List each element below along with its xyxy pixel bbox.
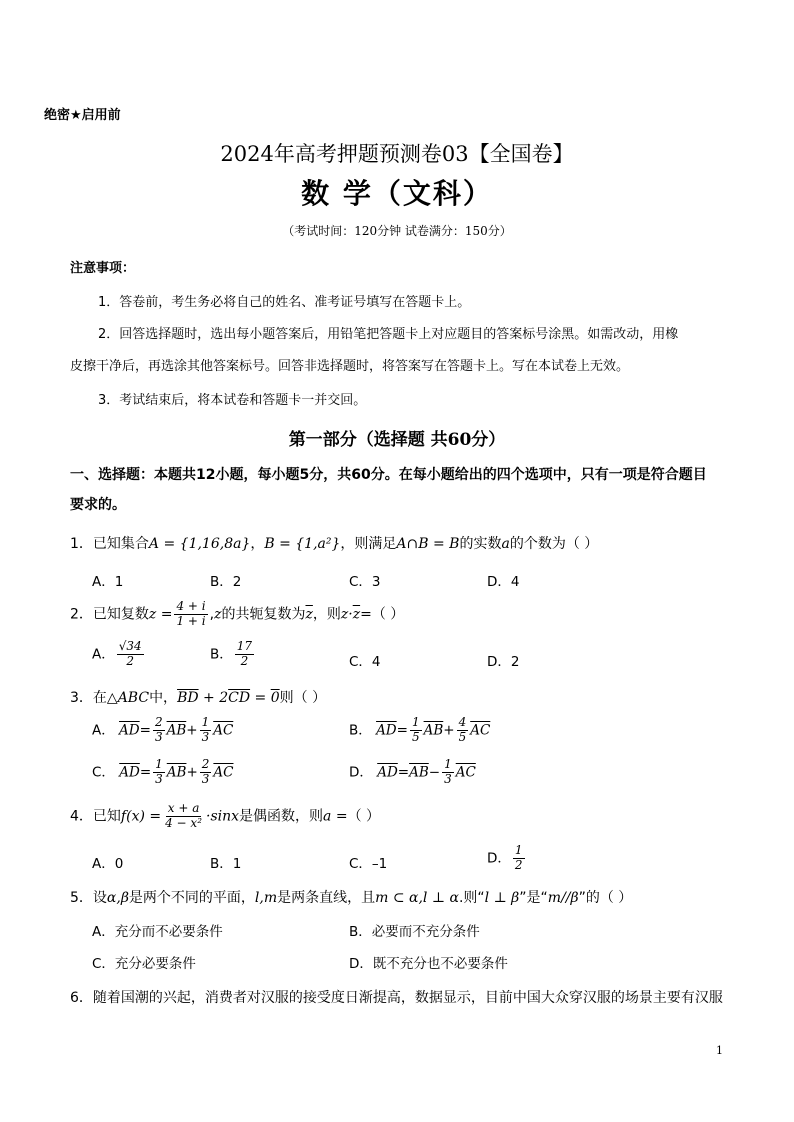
q2-option-d[interactable]: D．2: [487, 654, 520, 670]
q4-option-c[interactable]: C．–1: [349, 856, 388, 872]
q2-option-b[interactable]: B． $\frac{17}{2}$: [210, 639, 253, 668]
notice-item-1: 1．答卷前，考生务必将自己的姓名、准考证号填写在答题卡上。: [98, 295, 471, 310]
section-heading-cont: 要求的。: [70, 497, 126, 513]
q3-option-d[interactable]: D． $\overline{AD}=\overline{AB}-$ $\frac{1}{3}$ $\overline{AC}$: [349, 757, 476, 786]
set-b: B = {1,a²}: [264, 536, 341, 552]
q1-option-c[interactable]: C．3: [349, 574, 381, 590]
exam-info: （考试时间：120分钟 试卷满分：150分）: [282, 224, 512, 238]
q5-option-d[interactable]: D．既不充分也不必要条件: [349, 956, 508, 972]
question-number: 3．: [70, 690, 93, 706]
notice-title: 注意事项：: [70, 261, 136, 276]
condition: A∩B = B: [396, 536, 460, 552]
question-2: 2．已知复数z = $\frac{4 + i}{1 + i}$ ,z的共轭复数为$\overline{z}$，则$z\cdot\overline{z}=$（ ）: [70, 599, 405, 628]
q3-option-b[interactable]: B． $\overline{AD}=$ $\frac{1}{5}$ $\overline{AB}+$ $\frac{4}{5}$ $\overline{AC}$: [349, 715, 491, 744]
notice-item-3: 3．考试结束后，将本试卷和答题卡一并交回。: [98, 393, 367, 408]
question-4: 4．已知f(x) = $\frac{x + a}{\text{4 − x²}}$ ·sinx是偶函数，则a =（ ）: [70, 801, 381, 830]
question-1: 1．已知集合A = {1,16,8a}，B = {1,a²}，则满足A∩B = B的实数a的个数为（ ）: [70, 536, 599, 552]
q5-option-a[interactable]: A．充分而不必要条件: [92, 924, 223, 940]
question-number: 2．: [70, 606, 93, 623]
question-3: 3．在△ABC中，$\overline{BD} + 2\overline{CD} = 0$则（ ）: [70, 690, 327, 706]
subject-title: 数 学（文科）: [301, 177, 493, 210]
q1-option-a[interactable]: A．1: [92, 574, 124, 590]
q5-option-c[interactable]: C．充分必要条件: [92, 956, 196, 972]
fraction: $\frac{4 + i}{1 + i}$: [176, 599, 206, 628]
q5-option-b[interactable]: B．必要而不充分条件: [349, 924, 480, 940]
q2-option-a[interactable]: A． $\frac{√34}{2}$: [92, 639, 142, 668]
question-5: 5．设α,β是两个不同的平面，l,m是两条直线，且m ⊂ α,l ⊥ α.则“l ⊥ β”是“m//β”的（ ）: [70, 890, 633, 906]
conjugate: $\overline{z}$: [305, 606, 313, 623]
part-title: 第一部分（选择题 共60分）: [288, 430, 506, 450]
notice-item-2: 2．回答选择题时，选出每小题答案后，用铅笔把答题卡上对应题目的答案标号涂黑。如需改动，用橡: [98, 327, 679, 342]
question-number: 1．: [70, 536, 93, 552]
q4-option-d[interactable]: D． $\frac{1}{2}$: [487, 843, 523, 872]
q3-option-c[interactable]: C． $\overline{AD}=$ $\frac{1}{3}$ $\overline{AB}+$ $\frac{2}{3}$ $\overline{AC}$: [92, 757, 234, 786]
page-number: 1: [716, 1044, 723, 1057]
q4-option-b[interactable]: B．1: [210, 856, 242, 872]
q1-option-b[interactable]: B．2: [210, 574, 242, 590]
question-number: 4．: [70, 808, 93, 825]
section-heading: 一、选择题：本题共12小题，每小题5分，共60分。在每小题给出的四个选项中，只有一项是符合题目: [70, 467, 707, 483]
question-number: 5．: [70, 890, 93, 906]
set-a: A = {1,16,8a}: [148, 536, 251, 552]
q1-option-d[interactable]: D．4: [487, 574, 520, 590]
q4-option-a[interactable]: A．0: [92, 856, 124, 872]
exam-title: 2024年高考押题预测卷03【全国卷】: [220, 142, 574, 166]
q3-option-a[interactable]: A． $\overline{AD}=$ $\frac{2}{3}$ $\overline{AB}+$ $\frac{1}{3}$ $\overline{AC}$: [92, 715, 234, 744]
q2-option-c[interactable]: C．4: [349, 654, 381, 670]
secret-mark: 绝密★启用前: [44, 108, 121, 123]
notice-item-2-cont: 皮擦干净后，再选涂其他答案标号。回答非选择题时，将答案写在答题卡上。写在本试卷上无效。: [70, 359, 630, 374]
question-6: 6．随着国潮的兴起，消费者对汉服的接受度日渐提高，数据显示，目前中国大众穿汉服的场景主要有汉服: [70, 990, 723, 1006]
